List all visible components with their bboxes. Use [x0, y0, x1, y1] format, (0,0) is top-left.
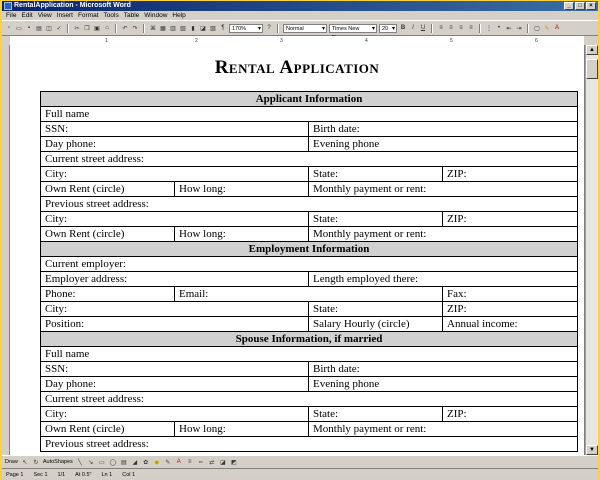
form-field-cell[interactable]: State: — [309, 407, 443, 422]
form-field-cell[interactable]: City: — [41, 167, 309, 182]
copy-icon[interactable]: ❐ — [84, 25, 90, 32]
scroll-down-button[interactable]: ▼ — [586, 445, 598, 455]
form-field-cell[interactable]: Evening phone — [309, 137, 578, 152]
rental-form-table — [40, 91, 578, 452]
form-field-cell[interactable]: How long: — [175, 227, 309, 242]
style-select[interactable]: Normal ▾ — [283, 24, 327, 33]
ruler-tick: 4 — [365, 38, 368, 44]
document-page[interactable] — [10, 45, 584, 455]
select-objects-icon[interactable]: ↖ — [22, 459, 28, 466]
form-row — [41, 227, 578, 242]
oval-icon[interactable]: ◯ — [109, 459, 117, 466]
show-hide-icon[interactable]: ¶ — [221, 25, 225, 31]
form-field-cell[interactable]: How long: — [175, 422, 309, 437]
menu-help[interactable]: Help — [172, 12, 186, 19]
standard-toolbar — [2, 20, 598, 36]
document-area — [2, 45, 598, 455]
form-field-cell[interactable]: Current street address: — [41, 152, 578, 167]
rotate-icon[interactable]: ↻ — [33, 459, 39, 466]
form-field-cell[interactable]: Birth date: — [309, 362, 578, 377]
form-field-cell[interactable]: ZIP: — [443, 212, 578, 227]
print-preview-icon[interactable]: ◫ — [46, 25, 52, 32]
form-field-cell[interactable]: Day phone: — [41, 137, 309, 152]
form-field-cell[interactable]: Previous street address: — [41, 437, 578, 452]
word-app-icon[interactable] — [4, 2, 12, 10]
numbering-icon[interactable]: ⋮ — [486, 25, 492, 32]
form-field-cell[interactable]: SSN: — [41, 362, 309, 377]
form-field-cell[interactable]: Previous street address: — [41, 197, 578, 212]
section-header: Employment Information — [41, 242, 578, 257]
ruler-tick: 3 — [280, 38, 283, 44]
wordart-icon[interactable]: ◢ — [132, 459, 138, 466]
align-right-icon[interactable]: ≡ — [459, 25, 463, 31]
bullets-icon[interactable]: • — [497, 25, 501, 31]
underline-button[interactable]: U — [420, 25, 426, 31]
draw-menu[interactable]: Draw — [5, 459, 18, 465]
italic-button[interactable]: I — [412, 25, 414, 31]
font-select[interactable]: Times New ▾ — [329, 24, 377, 33]
form-row — [41, 422, 578, 437]
form-field-cell[interactable]: Phone: — [41, 287, 175, 302]
title-bar — [2, 1, 598, 11]
form-field-cell[interactable]: Fax: — [443, 287, 578, 302]
form-field-cell[interactable]: Length employed there: — [309, 272, 578, 287]
form-field-cell[interactable]: ZIP: — [443, 302, 578, 317]
status-bar — [2, 468, 598, 479]
zoom-select[interactable]: 170% ▾ — [229, 24, 263, 33]
menu-table[interactable]: Table — [123, 12, 140, 19]
columns-icon[interactable]: ▮ — [191, 25, 195, 32]
vertical-scrollbar[interactable] — [585, 45, 598, 455]
format-painter-icon[interactable]: ⌂ — [105, 25, 109, 31]
text-box-icon[interactable]: ▤ — [120, 459, 127, 466]
close-button[interactable]: × — [586, 2, 596, 10]
fill-color-icon[interactable]: ◆ — [154, 459, 160, 466]
decrease-indent-icon[interactable]: ⇤ — [506, 25, 512, 32]
form-field-cell[interactable]: Full name — [41, 107, 578, 122]
form-field-cell[interactable]: Annual income: — [443, 317, 578, 332]
menu-tools[interactable]: Tools — [103, 12, 119, 19]
form-field-cell[interactable]: Position: — [41, 317, 309, 332]
borders-icon[interactable]: ▢ — [534, 25, 540, 32]
arrow-icon[interactable]: ↘ — [88, 459, 94, 466]
3d-icon[interactable]: ◩ — [230, 459, 237, 466]
line-color-icon[interactable]: ✎ — [165, 459, 171, 466]
draw-font-color-icon[interactable]: A — [176, 459, 181, 465]
vertical-ruler[interactable] — [2, 45, 10, 455]
menu-view[interactable]: View — [37, 12, 52, 19]
section-header-row — [41, 332, 578, 347]
form-row — [41, 122, 578, 137]
status-column: Col 1 — [122, 471, 136, 478]
scroll-thumb[interactable] — [586, 59, 598, 79]
menu-edit[interactable]: Edit — [21, 12, 33, 19]
drawing-toolbar — [2, 455, 598, 468]
minimize-button[interactable]: _ — [564, 2, 574, 10]
form-row — [41, 167, 578, 182]
insert-excel-icon[interactable]: ▧ — [180, 25, 186, 32]
form-field-cell[interactable]: City: — [41, 302, 309, 317]
form-row — [41, 137, 578, 152]
line-icon[interactable]: ╲ — [78, 459, 82, 466]
section-header: Spouse Information, if married — [41, 332, 578, 347]
autoshapes-menu[interactable]: AutoShapes — [42, 459, 73, 465]
align-left-icon[interactable]: ≡ — [439, 25, 443, 31]
status-section: Sec 1 — [33, 471, 48, 478]
form-field-cell[interactable]: State: — [309, 302, 443, 317]
rectangle-icon[interactable]: ▭ — [98, 459, 105, 466]
clip-art-icon[interactable]: ✿ — [143, 459, 149, 466]
form-field-cell[interactable]: ZIP: — [443, 167, 578, 182]
form-field-cell[interactable]: Monthly payment or rent: — [309, 227, 578, 242]
justify-icon[interactable]: ≡ — [469, 25, 473, 31]
print-icon[interactable]: ▤ — [36, 25, 42, 32]
form-field-cell[interactable]: Evening phone — [309, 377, 578, 392]
status-line: Ln 1 — [101, 471, 113, 478]
maximize-button[interactable]: □ — [575, 2, 585, 10]
line-style-icon[interactable]: ≡ — [188, 459, 192, 465]
form-row — [41, 377, 578, 392]
form-field-cell[interactable]: Full name — [41, 347, 578, 362]
spelling-icon[interactable]: ✓ — [56, 25, 62, 32]
form-row — [41, 257, 578, 272]
menu-format[interactable]: Format — [77, 12, 99, 19]
document-title: Rental Application — [214, 57, 380, 78]
form-field-cell[interactable]: Birth date: — [309, 122, 578, 137]
section-header-row — [41, 92, 578, 107]
drawing-icon[interactable]: ◪ — [200, 25, 206, 32]
tables-borders-icon[interactable]: ▦ — [160, 25, 166, 32]
form-row — [41, 152, 578, 167]
form-field-cell[interactable]: Email: — [175, 287, 443, 302]
menu-bar — [2, 11, 598, 20]
undo-icon[interactable]: ↶ — [122, 25, 128, 32]
form-field-cell[interactable]: State: — [309, 212, 443, 227]
form-row — [41, 392, 578, 407]
window-title: RentalApplication - Microsoft Word — [14, 2, 131, 9]
form-row — [41, 317, 578, 332]
form-field-cell[interactable]: Employer address: — [41, 272, 309, 287]
shadow-icon[interactable]: ◪ — [219, 459, 226, 466]
open-folder-icon[interactable]: ▭ — [16, 25, 22, 32]
status-at: At 0.5" — [75, 471, 92, 478]
help-icon[interactable]: ? — [267, 25, 271, 31]
menu-insert[interactable]: Insert — [56, 12, 73, 19]
menu-file[interactable]: File — [6, 12, 17, 19]
save-icon[interactable]: ▪ — [27, 25, 31, 31]
form-field-cell[interactable]: Current street address: — [41, 392, 578, 407]
status-page: Page 1 — [6, 471, 24, 478]
paste-icon[interactable]: ▣ — [94, 25, 100, 32]
hyperlink-icon[interactable]: ⌘ — [150, 25, 156, 32]
form-row — [41, 347, 578, 362]
font-color-icon[interactable]: A — [554, 25, 559, 31]
form-field-cell[interactable]: State: — [309, 167, 443, 182]
ruler-tick: 6 — [535, 38, 538, 44]
insert-table-icon[interactable]: ▥ — [170, 25, 176, 32]
ruler-tick: 1 — [105, 38, 108, 44]
form-field-cell[interactable]: Own Rent (circle) — [41, 422, 175, 437]
form-field-cell[interactable]: ZIP: — [443, 407, 578, 422]
form-row — [41, 287, 578, 302]
scroll-up-button[interactable]: ▲ — [586, 45, 598, 55]
status-position: 1/1 — [57, 471, 66, 478]
form-row — [41, 212, 578, 227]
form-field-cell[interactable]: Salary Hourly (circle) — [309, 317, 443, 332]
increase-indent-icon[interactable]: ⇥ — [516, 25, 522, 32]
form-field-cell[interactable]: City: — [41, 407, 309, 422]
form-row — [41, 407, 578, 422]
ruler-tick: 5 — [450, 38, 453, 44]
form-field-cell[interactable]: Day phone: — [41, 377, 309, 392]
form-field-cell[interactable]: Monthly payment or rent: — [309, 182, 578, 197]
form-row — [41, 182, 578, 197]
highlight-icon[interactable]: ✎ — [544, 25, 550, 32]
cut-icon[interactable]: ✂ — [74, 25, 80, 32]
form-field-cell[interactable]: City: — [41, 212, 309, 227]
form-field-cell[interactable]: Own Rent (circle) — [41, 182, 175, 197]
form-row — [41, 197, 578, 212]
form-field-cell[interactable]: Monthly payment or rent: — [309, 422, 578, 437]
new-document-icon[interactable]: ▫ — [7, 25, 11, 31]
form-field-cell[interactable]: Current employer: — [41, 257, 578, 272]
form-row — [41, 437, 578, 452]
form-row — [41, 107, 578, 122]
section-header-row — [41, 242, 578, 257]
section-header: Applicant Information — [41, 92, 578, 107]
ruler-tick: 2 — [195, 38, 198, 44]
bold-button[interactable]: B — [400, 25, 406, 31]
document-map-icon[interactable]: ▨ — [210, 25, 216, 32]
form-row — [41, 272, 578, 287]
form-row — [41, 362, 578, 377]
arrow-style-icon[interactable]: ⇄ — [209, 459, 215, 466]
form-row — [41, 302, 578, 317]
form-field-cell[interactable]: Own Rent (circle) — [41, 227, 175, 242]
menu-window[interactable]: Window — [144, 12, 168, 19]
form-field-cell[interactable]: SSN: — [41, 122, 309, 137]
form-field-cell[interactable]: How long: — [175, 182, 309, 197]
redo-icon[interactable]: ↷ — [132, 25, 138, 32]
word-window — [2, 1, 598, 479]
align-center-icon[interactable]: ≡ — [449, 25, 453, 31]
font-size-select[interactable]: 20 ▾ — [379, 24, 397, 33]
dash-style-icon[interactable]: ┅ — [199, 459, 203, 466]
